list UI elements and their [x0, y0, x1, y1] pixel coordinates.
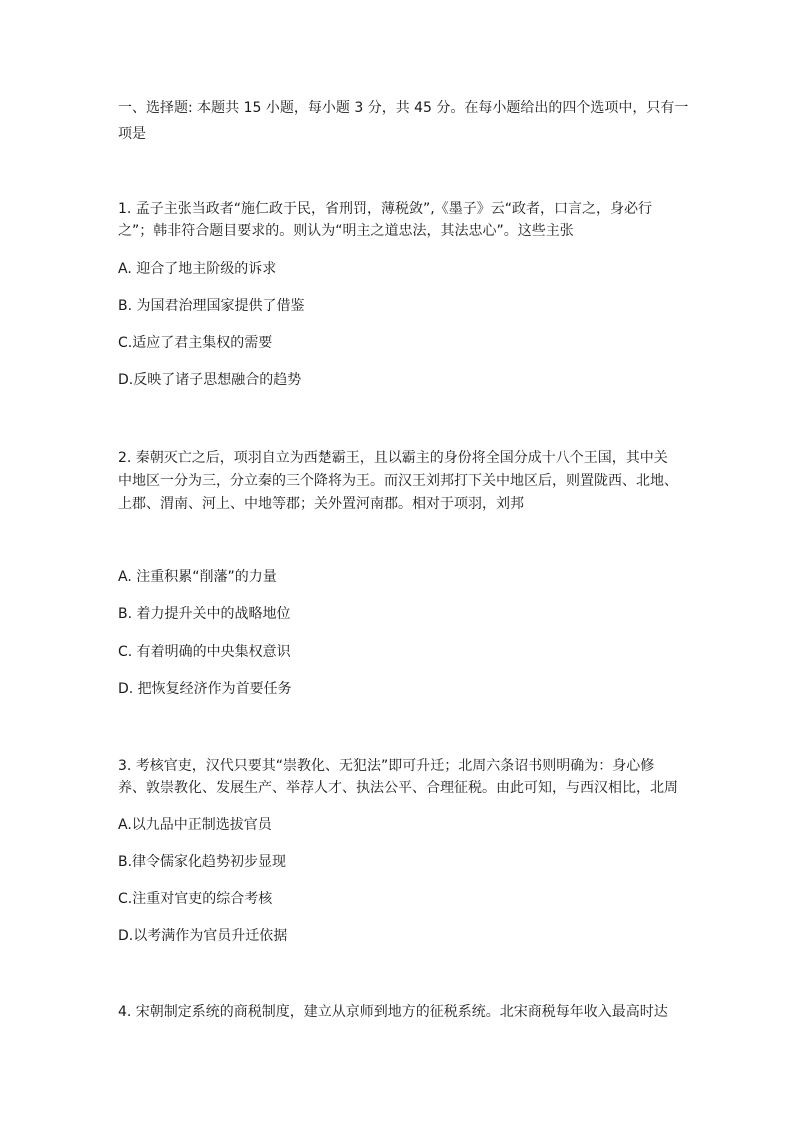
question-3-option-a: A.以九品中正制选拔官员 — [118, 817, 272, 833]
question-2-stem-line-3: 上郡、渭南、河上、中地等郡；关外置河南郡。相对于项羽，刘邦 — [118, 496, 524, 512]
question-2-stem-line-2: 中地区一分为三，分立秦的三个降将为王。而汉王刘邦打下关中地区后，则置陇西、北地、 — [118, 473, 678, 489]
question-1-option-d: D.反映了诸子思想融合的趋势 — [118, 372, 302, 388]
question-3-option-d: D.以考满作为官员升迁依据 — [118, 928, 288, 944]
question-2-option-c: C. 有着明确的中央集权意识 — [118, 644, 291, 660]
question-1-stem-line-1: 1. 孟子主张当政者“施仁政于民，省刑罚，薄税敛”,《墨子》云“政者，口言之，身必行 — [118, 201, 653, 217]
question-3-option-b: B.律令儒家化趋势初步显现 — [118, 854, 287, 870]
question-2-option-d: D. 把恢复经济作为首要任务 — [118, 681, 292, 697]
question-1-option-a: A. 迎合了地主阶级的诉求 — [118, 261, 277, 277]
section-heading-line-2: 项是 — [118, 126, 146, 142]
question-3-stem-line-1: 3. 考核官吏，汉代只要其“崇教化、无犯法”即可升迁；北周六条诏书则明确为：身心修 — [118, 758, 655, 774]
question-1-option-b: B. 为国君治理国家提供了借鉴 — [118, 298, 305, 314]
question-3-stem-line-2: 养、敦崇教化、发展生产、举荐人才、执法公平、合理征税。由此可知，与西汉相比，北周 — [118, 780, 678, 796]
question-1-option-c: C.适应了君主集权的需要 — [118, 335, 273, 351]
question-4-stem-line-1: 4. 宋朝制定系统的商税制度，建立从京师到地方的征税系统。北宋商税每年收入最高时达 — [118, 1004, 668, 1020]
section-heading-line-1: 一、选择题: 本题共 15 小题，每小题 3 分，共 45 分。在每小题给出的四个选项中，只有一 — [118, 100, 689, 116]
question-3-option-c: C.注重对官吏的综合考核 — [118, 891, 273, 907]
question-2-stem-line-1: 2. 秦朝灭亡之后，项羽自立为西楚霸王，且以霸主的身份将全国分成十八个王国，其中关 — [118, 450, 668, 466]
question-2-option-a: A. 注重积累“削藩”的力量 — [118, 569, 277, 585]
question-1-stem-line-2: 之”；韩非符合题目要求的。则认为“明主之道忠法，其法忠心”。这些主张 — [118, 223, 574, 239]
question-2-option-b: B. 着力提升关中的战略地位 — [118, 606, 291, 622]
